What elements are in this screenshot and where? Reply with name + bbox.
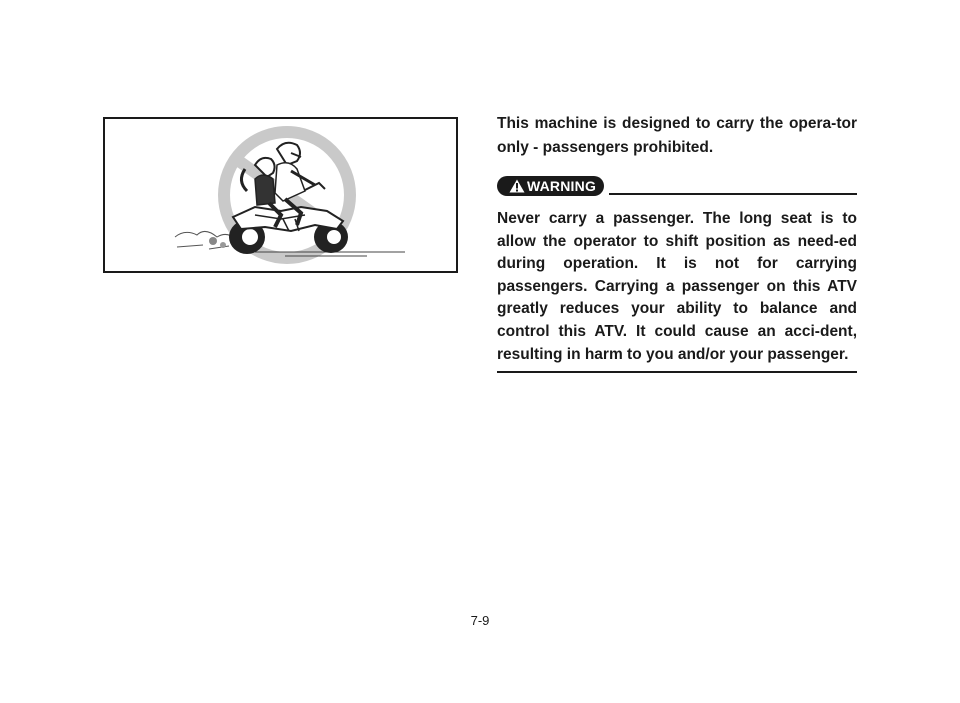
intro-text: This machine is designed to carry the opera-tor only - passengers prohibited. xyxy=(497,115,857,156)
illustration-frame xyxy=(103,117,458,273)
page-number: 7-9 xyxy=(470,613,490,628)
text-column xyxy=(497,112,857,373)
warning-triangle-icon xyxy=(509,179,525,193)
warning-bottom-rule xyxy=(497,371,857,373)
warning-body: Never carry a passenger. The long seat is to allow the operator to shift position as need-ed during operation. It is not for carrying passengers. Carrying a passenger on this ATV greatly reduces your ability to balance and control this ATV. It could cause an acci-dent, resulting in harm to you and/or your passenger. xyxy=(497,210,857,363)
warning-badge xyxy=(497,176,604,196)
warning-label: WARNING xyxy=(526,178,597,194)
warning-header-rule xyxy=(609,193,857,195)
warning-header xyxy=(497,176,857,198)
no-passenger-prohibition-icon xyxy=(105,119,456,271)
